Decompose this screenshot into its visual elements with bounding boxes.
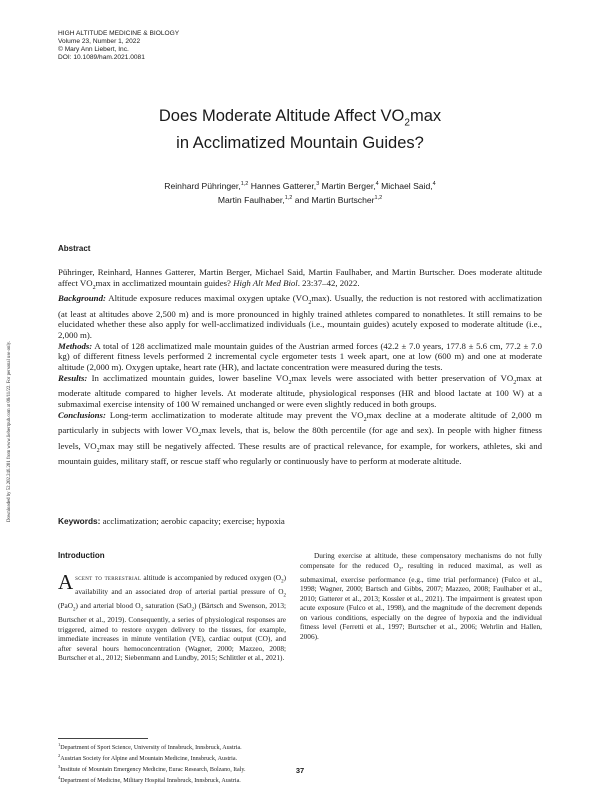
journal-doi: DOI: 10.1089/ham.2021.0081 [58,54,145,61]
abstract-results: Results: In acclimatized mountain guides, lower baseline $VO_2\max$ levels were associated with better preservation of $VO_2\max$ at moderate altitude compared to higher levels. At moderate altitude, physiological responses (HR and blood lactate at 100 W) at a submaximal exercise intensity of 100 W remained unchanged or were even slightly reduced in both groups. [58,372,542,409]
introduction-right-column: During exercise at altitude, these compensatory mechanisms do not fully compensate for the reduced $O_2$, resulting in reduced maximal, as well as submaximal, exercise performance (e.g., time trial performance) (Fulco et al., 1998; Wagner, 2000; Bartsch and Gibbs, 2007; Mazzeo, 2008; Faulhaber et al., 2010; Gatterer et al., 2013; Kossler et al., 2021). The impairment is greatest upon acute exposure (Fulco et al., 1998), and the magnitude of the decrement depends on various conditions, especially on the degree of hypoxia and the individual fitness level (Ferretti et al., 1997; Burtscher et al., 2006; Wehrlin and Hallen, 2006). [300,551,542,641]
footnote-3: $^3$Institute of Mountain Emergency Medicine, Eurac Research, Bolzano, Italy. [58,764,246,774]
drop-cap: A [58,570,74,594]
footnote-4: $^4$Department of Medicine, Military Hospital Innsbruck, Innsbruck, Austria. [58,775,241,785]
journal-name: HIGH ALTITUDE MEDICINE & BIOLOGY [58,30,180,37]
footnote-1: $^1$Department of Sport Science, University of Innsbruck, Innsbruck, Austria. [58,742,242,752]
abstract-conclusions: Conclusions: Long-term acclimatization to moderate altitude may prevent the $VO_2\max$ decline at a moderate altitude of 2,000 m particularly in subjects with lower $VO_2\max$ levels, that is, below the 80th percentile (for age and sex). In people with higher fitness levels, $VO_2\max$ may still be negatively affected. These results are of practical relevance, for example, for workers, athletes, ski and mountain guides, military staff, or rescue staff who regularly or continuously have to perform at moderate altitude. [58,409,542,467]
abstract-heading: Abstract [58,244,91,253]
footnote-divider [58,738,148,739]
article-title [60,106,540,154]
article-title-line-2: in Acclimatized Mountain Guides? [176,134,424,153]
article-title-line-1: Does Moderate Altitude Affect $VO_2\max$ [158,107,442,129]
journal-header [58,30,179,62]
journal-copyright: © Mary Ann Liebert, Inc. [58,46,129,53]
introduction-heading: Introduction [58,551,105,560]
keywords-text: acclimatization; aerobic capacity; exercise; hypoxia [100,516,285,526]
author-line-2: Martin Faulhaber,$^{1,2}$ and Martin Burtscher$^{1,2}$ [217,194,383,205]
author-line-1: Reinhard Pühringer,$^{1,2}$ Hannes Gatterer,$^3$ Martin Berger,$^4$ Michael Said,$^4$ [164,180,436,191]
introduction-left-column: Ascent to terrestrial altitude is accompanied by reduced oxygen $(O_2)$ availability and an associated drop of arterial partial pressure of $O_2$ (PaO$_2$) and arterial blood $O_2$ saturation (SaO$_2$) (Bärtsch and Swenson, 2013; Burtscher et al., 2019). Consequently, a series of physiological responses are triggered, aimed to restore oxygen delivery to the tissues, for example, immediate increases in minute ventilation (VE), cardiac output (CO), and after several hours hemoconcentration (Wagner, 2000; Mazzeo, 2008; Burtscher et al., 2012; Siebenmann and Lundby, 2015; Schlittler et al., 2021). [58,570,287,663]
footnote-2: $^2$Austrian Society for Alpine and Mountain Medicine, Innsbruck, Austria. [58,753,238,763]
keywords [58,516,542,526]
page-number: 37 [295,766,305,775]
keywords-label: Keywords: [58,516,101,526]
abstract-background: Background: Altitude exposure reduces maximal oxygen uptake $(VO_2\max)$. Usually, the reduction is not restored with acclimatization (at least at altitudes above 2,500 m) and is more pronounced in highly trained athletes compared to nonathletes. It still remains to be elucidated whether these also apply for well-acclimatized individuals (i.e., mountain guides) acutely exposed to moderate altitude (i.e., 2,000 m). [58,293,543,341]
affiliation-footnotes [58,741,542,786]
download-side-note-text: Downloaded by 52.202.246.201 from www.liebertpub.com at 08/11/22. For personal use only. [7,340,12,522]
abstract-methods: Methods: A total of 128 acclimatized male mountain guides of the Austrian armed forces (42.2 ± 7.0 years, 177.8 ± 5.6 cm, 77.2 ± 7.0 kg) of different fitness levels performed 2 incremental cycle ergometer tests 1 week apart, one at low (600 m) and one at moderate altitude (2,000 m). Oxygen uptake, heart rate (HR), and lactate concentration were measured during the tests. [58,340,542,373]
abstract-body [58,267,542,467]
author-list [80,178,520,206]
citation-journal: High Alt Med Biol [233,277,298,288]
abstract-citation: Pühringer, Reinhard, Hannes Gatterer, Martin Berger, Michael Said, Martin Faulhaber, and Martin Burtscher. Does moderate altitude affect $VO_2\max$ in acclimatized mountain guides? High Alt Med Biol. 23:37–42, 2022. [58,267,542,291]
journal-volume: Volume 23, Number 1, 2022 [58,38,141,45]
download-side-note [0,222,14,522]
